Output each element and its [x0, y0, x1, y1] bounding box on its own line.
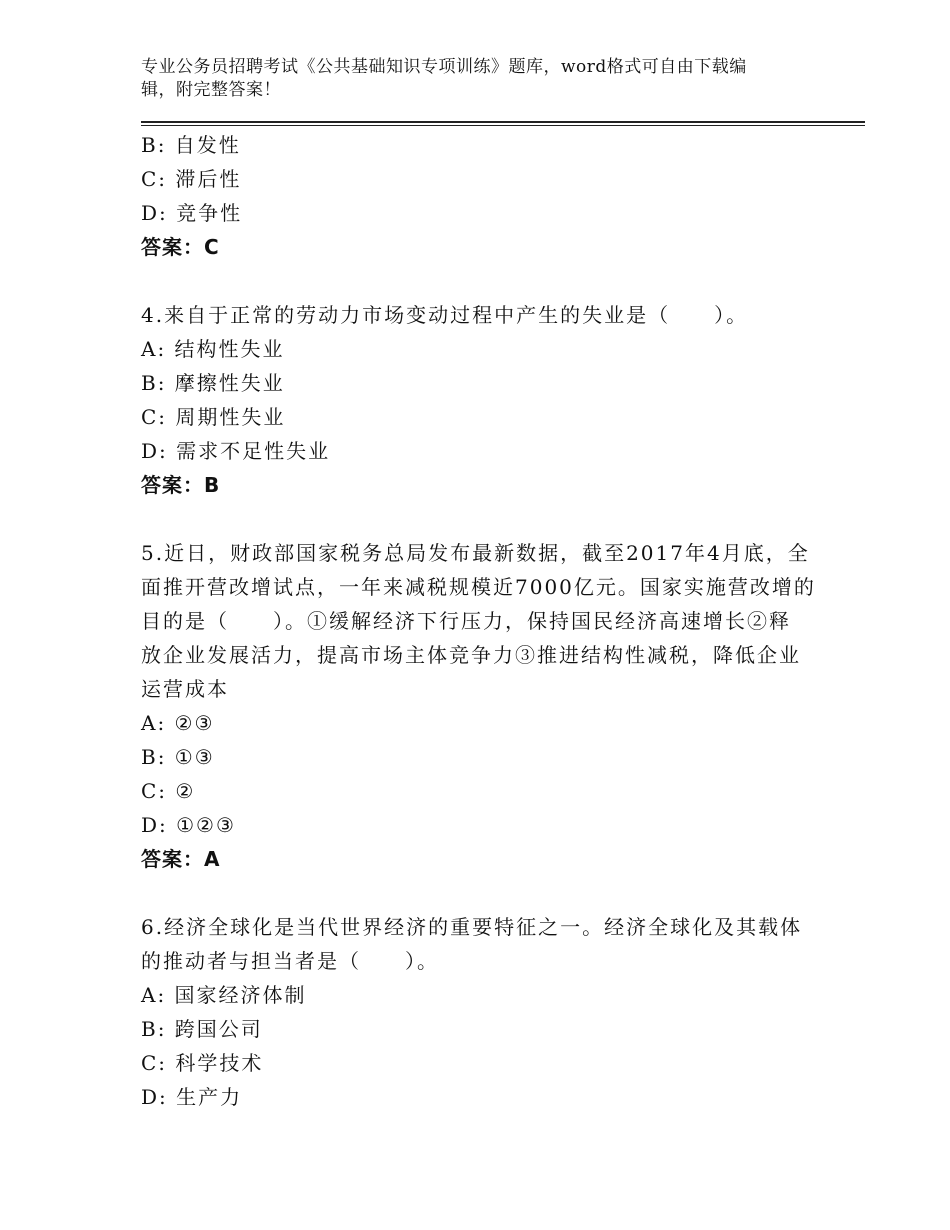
option-c: C: 周期性失业: [141, 405, 286, 429]
option-c: C: 滞后性: [141, 167, 242, 191]
option-c: C: ②: [141, 779, 196, 803]
option-d: D: 生产力: [141, 1085, 243, 1109]
option-c: C: 科学技术: [141, 1051, 264, 1075]
option-a: A: 国家经济体制: [141, 983, 307, 1007]
question-stem-line: 6.经济全球化是当代世界经济的重要特征之一。经济全球化及其载体: [141, 915, 803, 939]
question-5: [141, 536, 821, 876]
question-stem-line: 面推开营改增试点，一年来减税规模近7000亿元。国家实施营改增的: [141, 575, 816, 599]
answer-label: 答案：C: [141, 235, 220, 259]
spacer: [141, 876, 821, 910]
answer-label: 答案：B: [141, 473, 221, 497]
question-list: [141, 128, 821, 1114]
question-stem-line: 的推动者与担当者是（ ）。: [141, 949, 439, 973]
option-a: A: 结构性失业: [141, 337, 285, 361]
answer-label: 答案：A: [141, 847, 221, 871]
question-stem-line: 目的是（ ）。①缓解经济下行压力，保持国民经济高速增长②释: [141, 609, 791, 633]
header-line-2: 辑，附完整答案！: [141, 80, 281, 100]
question-6: [141, 910, 821, 1114]
option-d: D: ①②③: [141, 813, 236, 837]
option-d: D: 竞争性: [141, 201, 243, 225]
document-header: [141, 56, 801, 102]
question-stem-line: 5.近日，财政部国家税务总局发布最新数据，截至2017年4月底，全: [141, 541, 810, 565]
option-b: B: ①③: [141, 745, 215, 769]
spacer: [141, 264, 821, 298]
question-3: [141, 128, 821, 264]
header-rule-thick: [141, 121, 865, 123]
question-stem: 4.来自于正常的劳动力市场变动过程中产生的失业是（ ）。: [141, 303, 749, 327]
option-a: A: ②③: [141, 711, 215, 735]
option-b: B: 摩擦性失业: [141, 371, 285, 395]
question-4: [141, 298, 821, 502]
spacer: [141, 502, 821, 536]
option-b: B: 跨国公司: [141, 1017, 263, 1041]
option-d: D: 需求不足性失业: [141, 439, 331, 463]
question-stem-line: 运营成本: [141, 677, 229, 701]
header-line-1: 专业公务员招聘考试《公共基础知识专项训练》题库，word格式可自由下载编: [141, 57, 747, 77]
option-b: B: 自发性: [141, 133, 241, 157]
question-stem-line: 放企业发展活力，提高市场主体竞争力③推进结构性减税，降低企业: [141, 643, 801, 667]
header-rule-thin: [141, 125, 865, 126]
